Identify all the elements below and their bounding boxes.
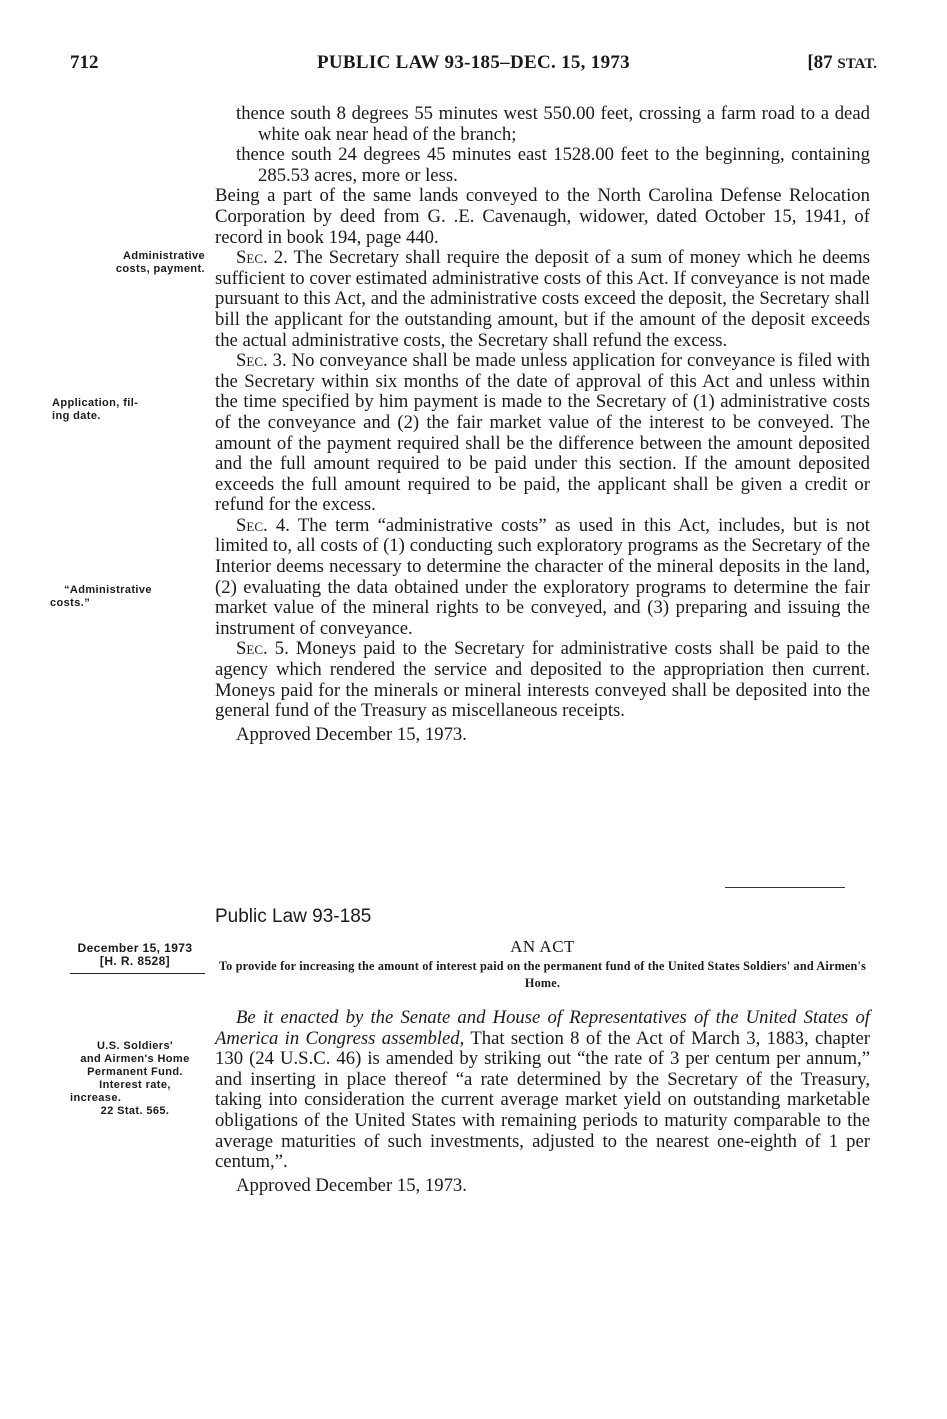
section-2 [215,248,870,351]
main-text-continuation [215,104,870,745]
margin-note-bill-number: [H. R. 8528] [99,954,171,968]
enacting-clause: Be it enacted by the Senate and House of Representatives of the United States of America in Congress assembled [215,1007,870,1049]
an-act-heading: AN ACT [510,937,575,956]
section-2-label: Sec. 2. [236,247,288,269]
margin-note-line: U.S. Soldiers' [96,1040,174,1052]
margin-note-date-and-bill [60,942,210,968]
approval-date-2: Approved December 15, 1973. [236,1174,467,1196]
page-number: 712 [70,52,99,73]
margin-note-line: Permanent Fund. [87,1066,183,1078]
margin-note-line: costs.” [50,597,91,609]
boundary-course-2: thence south 24 degrees 45 minutes east 1528.00 feet to the beginning, containing 285.53 acres, more or less. [236,144,870,186]
amendment-text: , That section 8 of the Act of March 3, 1883, chapter 130 (24 U.S.C. 46) is amended by striking out “the rate of 3 per centum per annum,” and inserting in place thereof “a rate determined by the Secretary of the Treasury, taking into consideration the current average market yield on outstanding marketable obligations of the United States with remaining periods to maturity comparable to the average maturities of such investments, adjusted to the nearest one-eighth of 1 per centum,”. [215,1027,870,1173]
margin-note-line: 22 Stat. 565. [100,1105,170,1117]
public-law-title: Public Law 93-185 [215,906,372,927]
stat-bracket: [87 [807,52,833,73]
section-4-text: The term “administrative costs” as used in this Act, includes, but is not limited to, all costs of (1) conducting such exploratory programs as the Secretary of the Interior deems necessary to determine the character of the mineral deposits in the land, (2) evaluating the data obtained under the exploratory programs to determine the fair market value of the mineral rights to be conveyed, and (3) preparing and issuing the instrument of conveyance. [215,514,870,639]
section-3-text: No conveyance shall be made unless application for conveyance is filed with the Secretary within six months of the date of approval of this Act and unless within the time specified by him payment is made to the Secretary of (1) administrative costs of the conveyance and (2) the fair market value of the interest to be conveyed. The amount of the payment required shall be the difference between the amount deposited and the full amount required to be paid under this section. If the amount deposited exceeds the full amount required to be paid, the applicant shall be given a credit or refund for the excess. [215,350,870,516]
margin-note-line: “Administrative [64,584,152,596]
section-2-text: The Secretary shall require the deposit of a sum of money which he deems sufficient to cover estimated administrative costs of this Act. If conveyance is not made pursuant to this Act, and the administrative costs exceed the deposit, the Secretary shall bill the applicant for the outstanding amount, but if the amount of the deposit exceeds the actual administrative costs, the Secretary shall refund the excess. [215,247,870,351]
running-title: PUBLIC LAW 93-185–DEC. 15, 1973 [317,52,630,73]
margin-note-application-filing-date [52,397,217,423]
margin-note-line: increase. [70,1092,122,1104]
margin-note-soldiers-home-fund [60,1040,210,1118]
stat-label: STAT. [837,56,877,72]
approval-date-1: Approved December 15, 1973. [236,723,467,745]
boundary-course-1: thence south 8 degrees 55 minutes west 550.00 feet, crossing a farm road to a dead white oak near head of the branch; [236,103,870,145]
section-3-label: Sec. 3. [236,350,287,372]
act-long-title: To provide for increasing the amount of interest paid on the permanent fund of the United States Soldiers' and Airmen's Home. [218,959,867,990]
main-text-new-act [215,1008,870,1196]
section-4-label: Sec. 4. [236,514,290,536]
margin-note-line: Interest rate, [99,1079,171,1091]
statute-reference [807,52,877,74]
margin-rule [70,973,205,974]
deed-reference-paragraph: Being a part of the same lands conveyed to the North Carolina Defense Relocation Corporation by deed from G. .E. Cavenaugh, widower, dated October 15, 1941, of record in book 194, page 440. [215,185,870,248]
section-5-text: Moneys paid to the Secretary for administrative costs shall be paid to the agency which rendered the service and deposited to the appropriation then current. Moneys paid for the minerals or mineral interests conveyed shall be deposited into the general fund of the Treasury as miscellaneous receipts. [215,638,870,722]
margin-note-date: December 15, 1973 [77,941,193,955]
margin-note-administrative-costs-payment [40,250,205,276]
section-5-label: Sec. 5. [236,638,289,660]
section-5 [215,639,870,721]
margin-note-line: ing date. [52,410,101,422]
margin-note-line: Administrative [122,250,205,262]
enacting-paragraph [215,1008,870,1173]
section-divider-rule [725,887,845,888]
margin-note-administrative-costs-definition [50,584,215,610]
page-header [70,52,877,82]
margin-note-line: and Airmen's Home [80,1053,190,1065]
section-4 [215,516,870,640]
margin-note-line: costs, payment. [115,263,205,275]
margin-note-line: Application, fil- [52,397,139,409]
section-3 [215,351,870,516]
